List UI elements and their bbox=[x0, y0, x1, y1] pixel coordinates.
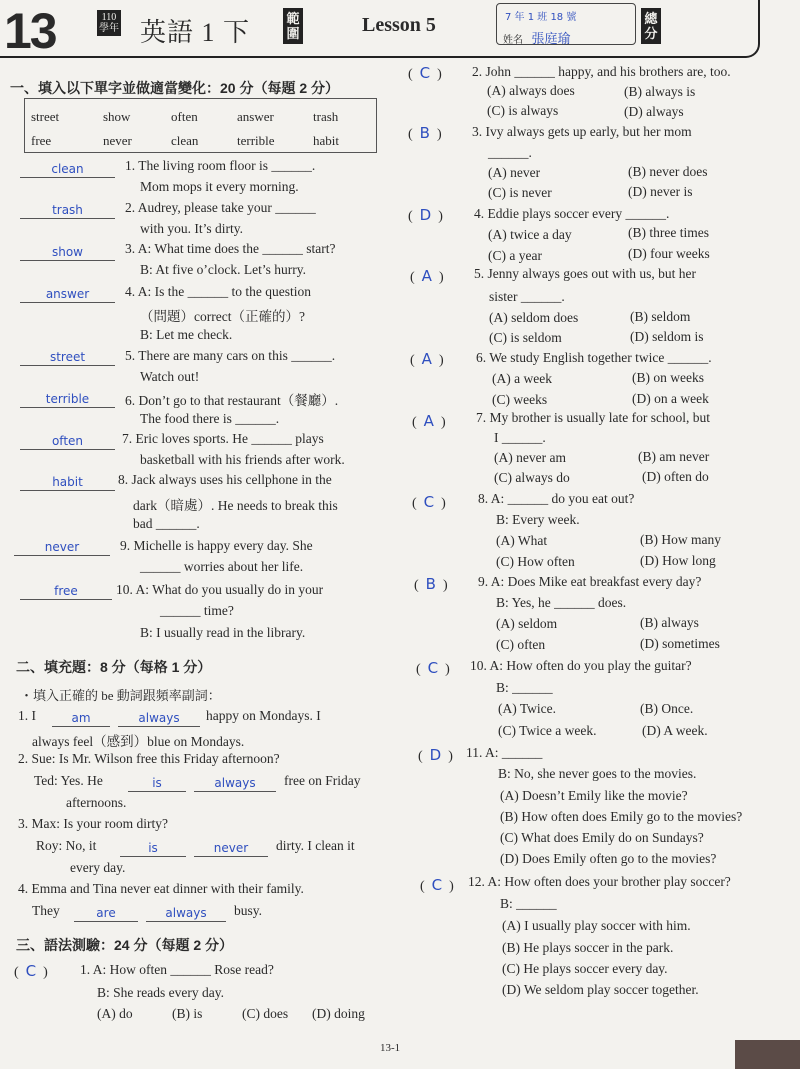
question-text: 10. A: What do you usually do in your bbox=[116, 582, 324, 597]
answer-blank[interactable]: answer bbox=[20, 287, 115, 303]
option-d: (D) We seldom play soccer together. bbox=[502, 982, 699, 997]
answer-paren[interactable]: ( A ) bbox=[410, 267, 444, 285]
question-text: dirty. I clean it bbox=[276, 838, 355, 853]
option-c: (C) How often bbox=[496, 554, 575, 569]
option-d: (D) doing bbox=[312, 1006, 365, 1021]
option-a: (A) Twice. bbox=[498, 701, 557, 716]
question-text: Roy: No, it bbox=[36, 838, 97, 853]
answer-paren[interactable]: ( C ) bbox=[412, 493, 446, 511]
option-c: (C) is seldom bbox=[489, 330, 562, 345]
worksheet-header bbox=[0, 0, 760, 58]
answer-mark: A bbox=[423, 412, 434, 430]
word-bank-item: free bbox=[31, 133, 52, 148]
word-bank bbox=[24, 98, 377, 153]
option-d: (D) How long bbox=[640, 553, 716, 568]
option-d: (D) A week. bbox=[642, 723, 708, 738]
word-bank-item: often bbox=[171, 109, 198, 124]
question-text: 10. A: How often do you play the guitar? bbox=[470, 658, 692, 673]
option-b: (B) on weeks bbox=[632, 370, 704, 385]
question-text: ______ worries about her life. bbox=[140, 559, 304, 574]
answer-blank[interactable]: always bbox=[118, 711, 200, 727]
page-number: 13-1 bbox=[380, 1042, 401, 1054]
option-b: (B) is bbox=[172, 1006, 203, 1021]
option-d: (D) always bbox=[624, 104, 684, 119]
word-bank-item: answer bbox=[237, 109, 274, 124]
option-b: (B) He plays soccer in the park. bbox=[502, 940, 674, 955]
option-d: (D) on a week bbox=[632, 391, 709, 406]
option-d: (D) sometimes bbox=[640, 636, 720, 651]
answer-mark: D bbox=[429, 746, 442, 764]
answer-blank[interactable]: always bbox=[194, 776, 276, 792]
option-a: (A) What bbox=[496, 533, 548, 548]
option-c: (C) weeks bbox=[492, 392, 548, 407]
answer-mark: B bbox=[425, 575, 436, 593]
answer-paren[interactable]: ( C ) bbox=[416, 659, 450, 677]
answer-blank[interactable]: clean bbox=[20, 162, 115, 178]
answer-blank[interactable]: show bbox=[20, 245, 115, 261]
word-bank-item: clean bbox=[171, 133, 199, 148]
answer-mark: C bbox=[25, 962, 37, 980]
answer-paren[interactable]: ( A ) bbox=[410, 350, 444, 368]
option-a: (A) twice a day bbox=[488, 227, 572, 242]
question-text: 2. Audrey, please take your ______ bbox=[125, 200, 316, 215]
option-a: (A) I usually play soccer with him. bbox=[502, 918, 691, 933]
question-text: B: ______ bbox=[496, 680, 553, 695]
option-a: (A) Doesn’t Emily like the movie? bbox=[500, 788, 688, 803]
question-text: 5. There are many cars on this ______. bbox=[125, 348, 336, 363]
question-text: 3. Ivy always gets up early, but her mom bbox=[472, 124, 692, 139]
option-d: (D) seldom is bbox=[630, 329, 704, 344]
question-text: B: No, she never goes to the movies. bbox=[498, 766, 697, 781]
question-text: busy. bbox=[234, 903, 263, 918]
option-a: (A) seldom bbox=[496, 616, 558, 631]
question-text: Ted: Yes. He bbox=[34, 773, 103, 788]
option-b: (B) am never bbox=[638, 449, 710, 464]
student-name: 張庭瑜 bbox=[531, 32, 571, 47]
word-bank-item: terrible bbox=[237, 133, 275, 148]
question-text: 1. A: How often ______ Rose read? bbox=[80, 962, 274, 977]
question-text: 5. Jenny always goes out with us, but her bbox=[474, 266, 696, 281]
option-c: (C) always do bbox=[494, 470, 570, 485]
question-text: every day. bbox=[70, 860, 126, 875]
option-a: (A) never bbox=[488, 165, 541, 180]
option-b: (B) three times bbox=[628, 225, 709, 240]
subject-title: 英語 1 下 bbox=[140, 18, 251, 47]
question-text: bad ______. bbox=[133, 516, 200, 531]
question-text: 3. A: What time does the ______ start? bbox=[125, 241, 336, 256]
question-text: 8. Jack always uses his cellphone in the bbox=[118, 472, 332, 487]
question-text: Watch out! bbox=[140, 369, 200, 384]
option-a: (A) a week bbox=[492, 371, 552, 386]
question-text: afternoons. bbox=[66, 795, 127, 810]
option-d: (D) never is bbox=[628, 184, 693, 199]
answer-blank[interactable]: never bbox=[194, 841, 268, 857]
question-text: basketball with his friends after work. bbox=[140, 452, 345, 467]
option-b: (B) How many bbox=[640, 532, 721, 547]
option-d: (D) Does Emily often go to the movies? bbox=[500, 851, 717, 866]
question-text: 1. I bbox=[18, 708, 36, 723]
total-score-label: 總分 bbox=[641, 8, 661, 44]
option-b: (B) always bbox=[640, 615, 699, 630]
answer-blank[interactable]: always bbox=[146, 906, 226, 922]
question-text: 9. Michelle is happy every day. She bbox=[120, 538, 313, 553]
word-bank-item: trash bbox=[313, 109, 339, 124]
question-text: 9. A: Does Mike eat breakfast every day? bbox=[478, 574, 702, 589]
answer-blank[interactable]: am bbox=[52, 711, 110, 727]
question-text: ______ time? bbox=[160, 603, 234, 618]
answer-paren[interactable]: ( D ) bbox=[418, 746, 453, 764]
lesson-title: Lesson 5 bbox=[362, 14, 436, 36]
question-text: B: Let me check. bbox=[140, 327, 233, 342]
answer-mark: C bbox=[427, 659, 439, 677]
answer-mark: D bbox=[419, 206, 432, 224]
question-text: 12. A: How often does your brother play soccer? bbox=[468, 874, 731, 889]
answer-mark: C bbox=[419, 64, 431, 82]
option-c: (C) a year bbox=[488, 248, 542, 263]
answer-mark: A bbox=[421, 267, 432, 285]
question-text: I ______. bbox=[494, 430, 546, 445]
question-text: （問題）correct（正確的）? bbox=[140, 309, 305, 324]
question-text: 6. Don’t go to that restaurant（餐廳）. bbox=[125, 393, 339, 408]
name-row bbox=[503, 28, 571, 47]
answer-paren[interactable]: ( B ) bbox=[408, 124, 442, 142]
word-bank-item: show bbox=[103, 109, 131, 124]
option-b: (B) never does bbox=[628, 164, 708, 179]
question-text: 4. A: Is the ______ to the question bbox=[125, 284, 311, 299]
question-text: dark（暗處）. He needs to break this bbox=[133, 498, 338, 513]
question-text: always feel（感到）blue on Mondays. bbox=[32, 734, 245, 749]
question-text: 1. The living room floor is ______. bbox=[125, 158, 316, 173]
answer-blank[interactable]: habit bbox=[20, 475, 115, 491]
answer-paren[interactable]: ( D ) bbox=[408, 206, 443, 224]
option-c: (C) Twice a week. bbox=[498, 723, 597, 738]
section2-instruction: ・填入正確的 be 動詞跟頻率副詞： bbox=[20, 688, 221, 703]
word-bank-item: never bbox=[103, 133, 132, 148]
answer-paren[interactable]: ( C ) bbox=[408, 64, 442, 82]
option-c: (C) does bbox=[242, 1006, 289, 1021]
option-d: (D) often do bbox=[642, 469, 709, 484]
question-text: 8. A: ______ do you eat out? bbox=[478, 491, 635, 506]
option-a: (A) never am bbox=[494, 450, 566, 465]
question-text: B: At five o’clock. Let’s hurry. bbox=[140, 262, 306, 277]
option-c: (C) is never bbox=[488, 185, 552, 200]
section3-title: 三、語法測驗：24 分（每題 2 分） bbox=[16, 937, 234, 953]
option-b: (B) How often does Emily go to the movies? bbox=[500, 809, 743, 824]
section2-title: 二、填充題：8 分（每格 1 分） bbox=[16, 659, 212, 675]
answer-mark: C bbox=[431, 876, 443, 894]
question-text: B: She reads every day. bbox=[97, 985, 224, 1000]
background-edge bbox=[735, 1040, 800, 1069]
question-text: 11. A: ______ bbox=[466, 745, 543, 760]
question-text: B: Every week. bbox=[496, 512, 580, 527]
question-text: B: Yes, he ______ does. bbox=[496, 595, 627, 610]
answer-blank[interactable]: are bbox=[74, 906, 138, 922]
answer-mark: A bbox=[421, 350, 432, 368]
question-text: ______. bbox=[488, 145, 532, 160]
question-text: 7. My brother is usually late for school, but bbox=[476, 410, 710, 425]
option-b: (B) always is bbox=[624, 84, 696, 99]
answer-blank[interactable]: trash bbox=[20, 203, 115, 219]
question-text: sister ______. bbox=[489, 289, 565, 304]
school-year: 110學年 bbox=[99, 12, 119, 34]
class-seat-info: 7 年 1 班 18 號 bbox=[505, 12, 577, 23]
answer-paren[interactable]: ( C ) bbox=[14, 962, 48, 980]
question-text: They bbox=[32, 903, 60, 918]
question-text: 3. Max: Is your room dirty? bbox=[18, 816, 168, 831]
option-a: (A) seldom does bbox=[489, 310, 579, 325]
question-text: 4. Eddie plays soccer every ______. bbox=[474, 206, 670, 221]
question-text: free on Friday bbox=[284, 773, 361, 788]
answer-blank[interactable]: terrible bbox=[20, 392, 115, 408]
answer-blank[interactable]: is bbox=[120, 841, 186, 857]
option-c: (C) is always bbox=[487, 103, 559, 118]
answer-mark: B bbox=[419, 124, 430, 142]
answer-blank[interactable]: never bbox=[14, 540, 110, 556]
option-b: (B) seldom bbox=[630, 309, 691, 324]
question-text: with you. It’s dirty. bbox=[140, 221, 243, 236]
section1-title: 一、填入以下單字並做適當變化：20 分（每題 2 分） bbox=[10, 80, 340, 96]
answer-paren[interactable]: ( A ) bbox=[412, 412, 446, 430]
question-text: happy on Mondays. I bbox=[206, 708, 321, 723]
option-a: (A) do bbox=[97, 1006, 133, 1021]
answer-paren[interactable]: ( B ) bbox=[414, 575, 448, 593]
option-c: (C) often bbox=[496, 637, 546, 652]
question-text: 7. Eric loves sports. He ______ plays bbox=[122, 431, 324, 446]
answer-blank[interactable]: is bbox=[128, 776, 186, 792]
answer-paren[interactable]: ( C ) bbox=[420, 876, 454, 894]
student-info-box bbox=[496, 3, 636, 45]
answer-mark: C bbox=[423, 493, 435, 511]
question-text: 2. Sue: Is Mr. Wilson free this Friday afternoon? bbox=[18, 751, 280, 766]
question-text: B: I usually read in the library. bbox=[140, 625, 306, 640]
name-label: 姓名 bbox=[503, 35, 523, 46]
option-d: (D) four weeks bbox=[628, 246, 710, 261]
option-c: (C) He plays soccer every day. bbox=[502, 961, 668, 976]
range-label: 範圍 bbox=[283, 8, 303, 44]
word-bank-item: street bbox=[31, 109, 60, 124]
option-c: (C) What does Emily do on Sundays? bbox=[500, 830, 704, 845]
question-text: 4. Emma and Tina never eat dinner with their family. bbox=[18, 881, 304, 896]
question-text: The food there is ______. bbox=[140, 411, 280, 426]
question-text: 2. John ______ happy, and his brothers are, too. bbox=[472, 64, 731, 79]
question-text: B: ______ bbox=[500, 896, 557, 911]
answer-blank[interactable]: street bbox=[20, 350, 115, 366]
question-text: 6. We study English together twice ______. bbox=[476, 350, 712, 365]
answer-blank[interactable]: free bbox=[20, 584, 112, 600]
word-bank-item: habit bbox=[313, 133, 339, 148]
answer-blank[interactable]: often bbox=[20, 434, 115, 450]
option-b: (B) Once. bbox=[640, 701, 694, 716]
question-text: Mom mops it every morning. bbox=[140, 179, 299, 194]
option-a: (A) always does bbox=[487, 83, 575, 98]
unit-number: 13 bbox=[4, 3, 56, 59]
